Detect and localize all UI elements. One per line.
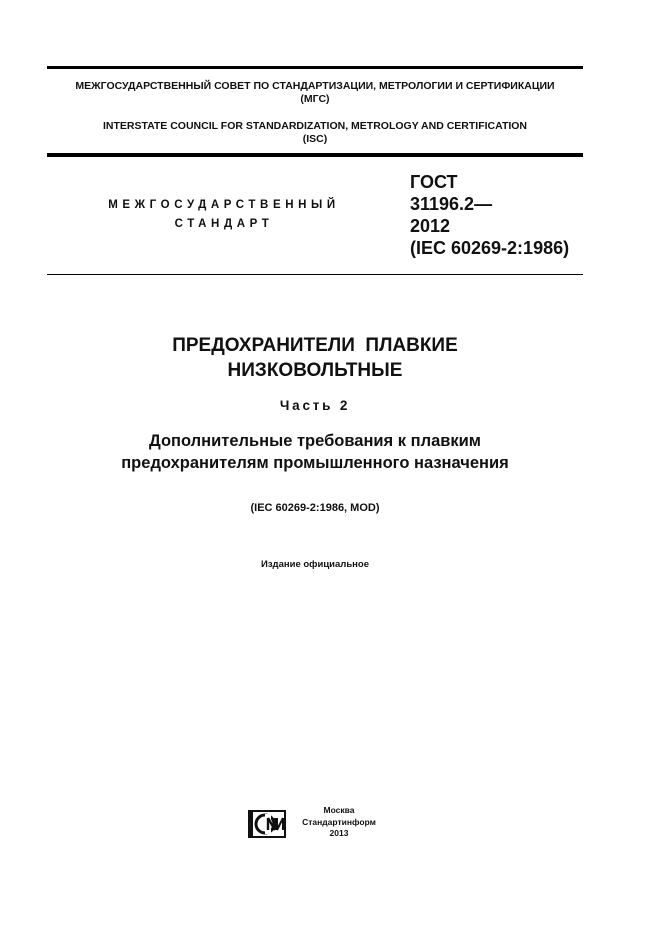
bottom-rule: [47, 274, 583, 275]
council-abbrev-ru: (МГС): [300, 93, 330, 105]
publisher-city: Москва: [323, 805, 355, 815]
iec-reference: (IEC 60269-2:1986, MOD): [250, 502, 380, 514]
designation-line4: (IEC 60269-2:1986): [410, 238, 570, 258]
standard-kind-line1: МЕЖГОСУДАРСТВЕННЫЙ: [108, 199, 340, 211]
standard-kind-line2: СТАНДАРТ: [174, 218, 274, 230]
middle-rule: [47, 153, 583, 157]
publication-year: 2013: [329, 828, 349, 838]
designation-line1: ГОСТ: [410, 172, 458, 192]
council-abbrev-en: (ISC): [302, 133, 328, 145]
title-line2: НИЗКОВОЛЬТНЫЕ: [227, 360, 403, 381]
designation-line2: 31196.2—: [410, 194, 493, 214]
title-line1: ПРЕДОХРАНИТЕЛИ ПЛАВКИЕ: [172, 335, 458, 356]
standard-kind: [90, 196, 358, 234]
standartinform-logo-icon: [248, 810, 286, 838]
part-number: Часть 2: [279, 398, 351, 413]
council-name-ru: [47, 80, 583, 106]
designation-line3: 2012: [410, 216, 451, 236]
document-subtitle: [47, 430, 583, 474]
council-name-en-line1: INTERSTATE COUNCIL FOR STANDARDIZATION, METROLOGY AND CERTIFICATION: [102, 120, 528, 132]
council-name-en: [47, 120, 583, 146]
subtitle-line1: Дополнительные требования к плавким: [149, 432, 481, 450]
edition-label: Издание официальное: [261, 559, 369, 570]
standard-designation: [410, 171, 569, 259]
top-rule: [47, 66, 583, 69]
publisher-name: Стандартинформ: [302, 816, 376, 827]
publisher-block: [300, 805, 378, 840]
council-name-ru-line1: МЕЖГОСУДАРСТВЕННЫЙ СОВЕТ ПО СТАНДАРТИЗАЦИИ, МЕТРОЛОГИИ И СЕРТИФИКАЦИИ: [75, 80, 555, 92]
document-title: [47, 333, 583, 383]
subtitle-line2: предохранителям промышленного назначения: [121, 454, 509, 472]
